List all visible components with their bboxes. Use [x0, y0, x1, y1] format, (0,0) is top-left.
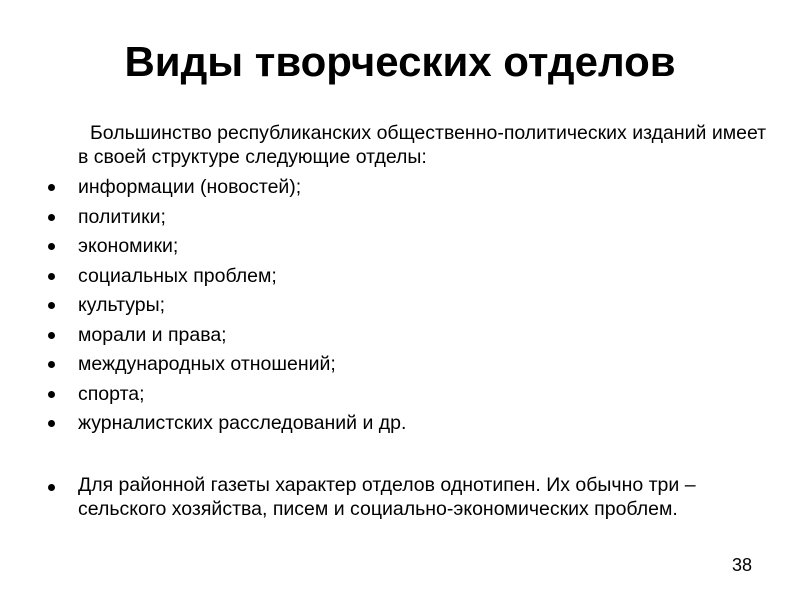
list-item: [0, 232, 800, 262]
bullet-icon: [48, 214, 55, 221]
list-item: [0, 409, 800, 439]
list-item: [0, 291, 800, 321]
list-item-text: спорта;: [78, 382, 145, 405]
list-item: [0, 321, 800, 351]
list-item: [0, 173, 800, 203]
list-item-text: морали и права;: [78, 323, 227, 346]
list-item-text: международных отношений;: [78, 353, 336, 375]
page-number: 38: [731, 555, 752, 575]
outro-item: [0, 473, 800, 521]
bullet-icon: [48, 484, 55, 491]
bullet-icon: [48, 243, 55, 250]
bullet-icon: [48, 302, 55, 309]
department-list: [0, 173, 800, 439]
list-item: [0, 262, 800, 292]
bullet-icon: [48, 273, 55, 280]
list-item-text: социальных проблем;: [78, 264, 277, 287]
list-item-text: политики;: [78, 205, 166, 228]
bullet-icon: [48, 361, 55, 368]
list-item-text: экономики;: [78, 235, 179, 257]
list-item-text: журналистских расследований и др.: [78, 412, 407, 434]
bullet-icon: [48, 332, 55, 339]
intro-paragraph: Большинство республиканских общественно-политических изданий имеет в своей структуре следующие отделы:: [78, 122, 767, 168]
list-item: [0, 350, 800, 380]
bullet-icon: [48, 420, 55, 427]
bullet-icon: [48, 391, 55, 398]
outro-text: Для районной газеты характер отделов однотипен. Их обычно три – сельского хозяйства, писем и социально-экономических проблем.: [78, 474, 696, 520]
list-item: [0, 203, 800, 233]
list-item-text: информации (новостей);: [78, 176, 302, 198]
bullet-icon: [48, 184, 55, 191]
slide-title: Виды творческих отделов: [124, 38, 676, 85]
list-item-text: культуры;: [78, 294, 166, 316]
list-item: [0, 380, 800, 410]
